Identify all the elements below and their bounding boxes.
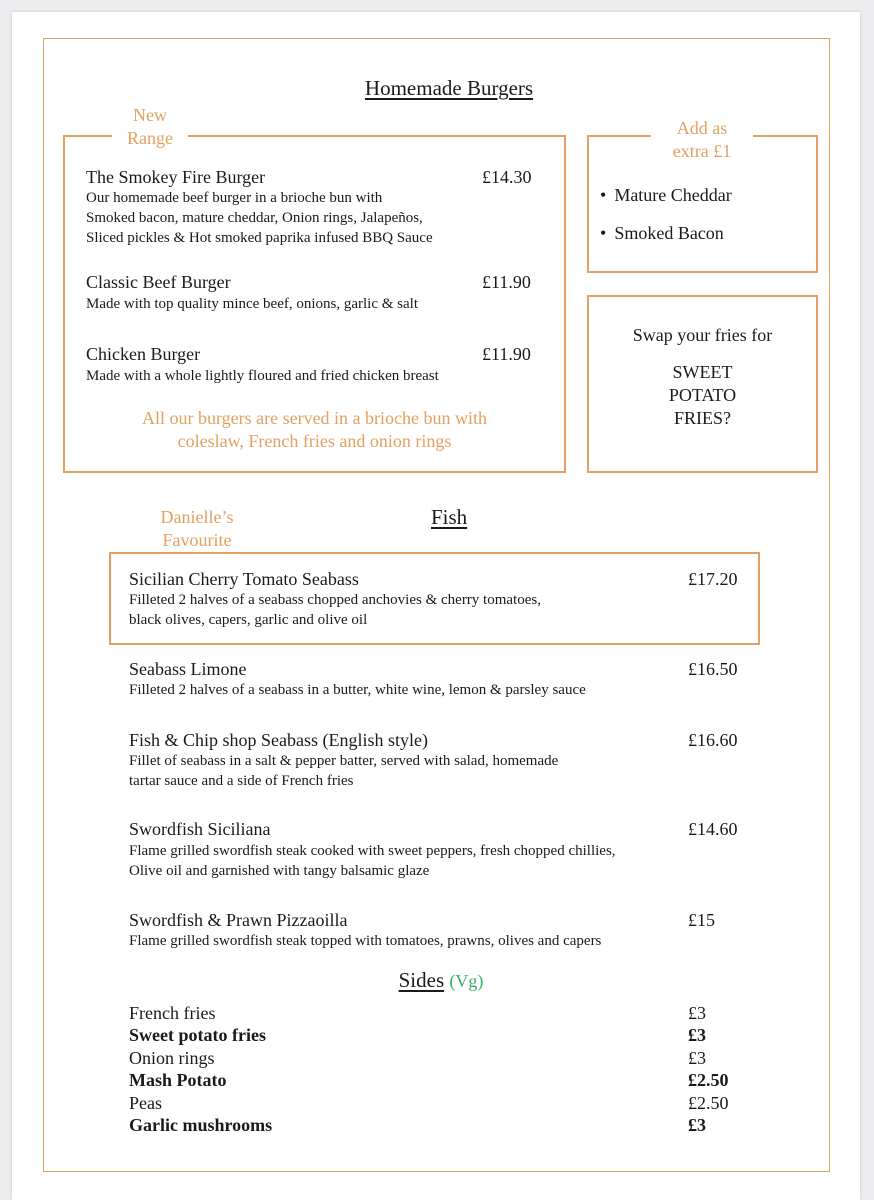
burger-item-name: Chicken Burger <box>86 344 201 364</box>
burger-item-price: £14.30 <box>482 167 532 187</box>
desc-line: Fillet of seabass in a salt & pepper batter, served with salad, homemade <box>129 753 559 769</box>
side-item-price: £2.50 <box>688 1093 729 1113</box>
desc-line: Sliced pickles & Hot smoked paprika infused BBQ Sauce <box>86 230 433 246</box>
desc-line: Filleted 2 halves of a seabass chopped anchovies & cherry tomatoes, <box>129 592 541 608</box>
desc-line: Our homemade beef burger in a brioche bun with <box>86 190 383 206</box>
fish-item-name: Swordfish & Prawn Pizzaoilla <box>129 910 348 930</box>
fish-item-price: £17.20 <box>688 569 738 589</box>
new-range-tag-line: Range <box>127 128 173 148</box>
fish-item-name: Seabass Limone <box>129 659 247 679</box>
footnote-line: coleslaw, French fries and onion rings <box>177 431 452 451</box>
burger-item-price: £11.90 <box>482 344 531 364</box>
swap-highlight-line: FRIES? <box>673 408 731 428</box>
side-item-price: £2.50 <box>688 1070 729 1090</box>
burger-item-name: The Smokey Fire Burger <box>86 167 266 187</box>
desc-line: Olive oil and garnished with tangy balsamic glaze <box>129 863 430 879</box>
extra-item: • Smoked Bacon <box>600 223 724 244</box>
fish-item-price: £16.60 <box>688 730 738 750</box>
fish-item-price: £14.60 <box>688 819 738 839</box>
burger-item-price: £11.90 <box>482 272 531 292</box>
fish-item-name: Sicilian Cherry Tomato Seabass <box>129 569 359 589</box>
fish-item-price: £16.50 <box>688 659 738 679</box>
new-range-tag-line: New <box>133 105 167 125</box>
extras-tag-line: Add as <box>676 118 728 138</box>
side-item-price: £3 <box>688 1003 706 1023</box>
fish-item-desc <box>129 751 558 791</box>
sides-title: Sides <box>398 968 445 992</box>
side-item-name: Garlic mushrooms <box>129 1115 273 1135</box>
fish-item-desc: Filleted 2 halves of a seabass in a butter, white wine, lemon & parsley sauce <box>129 682 586 698</box>
fish-item-desc <box>129 841 616 881</box>
burger-item-desc: Made with top quality mince beef, onions, garlic & salt <box>86 296 419 312</box>
fish-item-desc: Flame grilled swordfish steak topped with tomatoes, prawns, olives and capers <box>129 933 602 949</box>
desc-line: black olives, capers, garlic and olive oil <box>129 612 368 628</box>
vegan-label: (Vg) <box>449 971 484 991</box>
side-item-name: Onion rings <box>129 1048 215 1068</box>
side-item-price: £3 <box>688 1048 706 1068</box>
fish-title: Fish <box>431 505 468 529</box>
new-range-tag <box>112 104 188 150</box>
burger-item-desc: Made with a whole lightly floured and fried chicken breast <box>86 368 439 384</box>
swap-highlight-line: POTATO <box>668 385 737 405</box>
fish-item-desc <box>129 590 541 630</box>
side-item-name: Sweet potato fries <box>129 1025 266 1045</box>
extra-item: • Mature Cheddar <box>600 185 732 206</box>
favourite-tag-line: Favourite <box>162 530 232 550</box>
fish-item-name: Fish & Chip shop Seabass (English style) <box>129 730 429 750</box>
extras-tag-line: extra £1 <box>672 141 732 161</box>
burger-item-name: Classic Beef Burger <box>86 272 231 292</box>
burgers-title: Homemade Burgers <box>364 76 534 100</box>
swap-highlight-line: SWEET <box>672 362 733 382</box>
side-item-name: Peas <box>129 1093 162 1113</box>
favourite-tag <box>137 506 257 552</box>
desc-line: Flame grilled swordfish steak cooked with sweet peppers, fresh chopped chillies, <box>129 843 616 859</box>
burger-item-desc <box>86 188 433 248</box>
desc-line: tartar sauce and a side of French fries <box>129 773 354 789</box>
side-item-name: Mash Potato <box>129 1070 227 1090</box>
sides-heading <box>0 968 874 993</box>
side-item-name: French fries <box>129 1003 216 1023</box>
extras-tag <box>651 117 753 163</box>
favourite-tag-line: Danielle’s <box>160 507 234 527</box>
swap-text: Swap your fries for <box>632 325 773 345</box>
side-item-price: £3 <box>688 1115 706 1135</box>
footnote-line: All our burgers are served in a brioche bun with <box>141 408 488 428</box>
desc-line: Smoked bacon, mature cheddar, Onion rings, Jalapeños, <box>86 210 423 226</box>
side-item-price: £3 <box>688 1025 706 1045</box>
fish-item-name: Swordfish Siciliana <box>129 819 271 839</box>
swap-highlight <box>587 361 818 430</box>
burgers-footnote <box>63 407 566 453</box>
fish-item-price: £15 <box>688 910 715 930</box>
